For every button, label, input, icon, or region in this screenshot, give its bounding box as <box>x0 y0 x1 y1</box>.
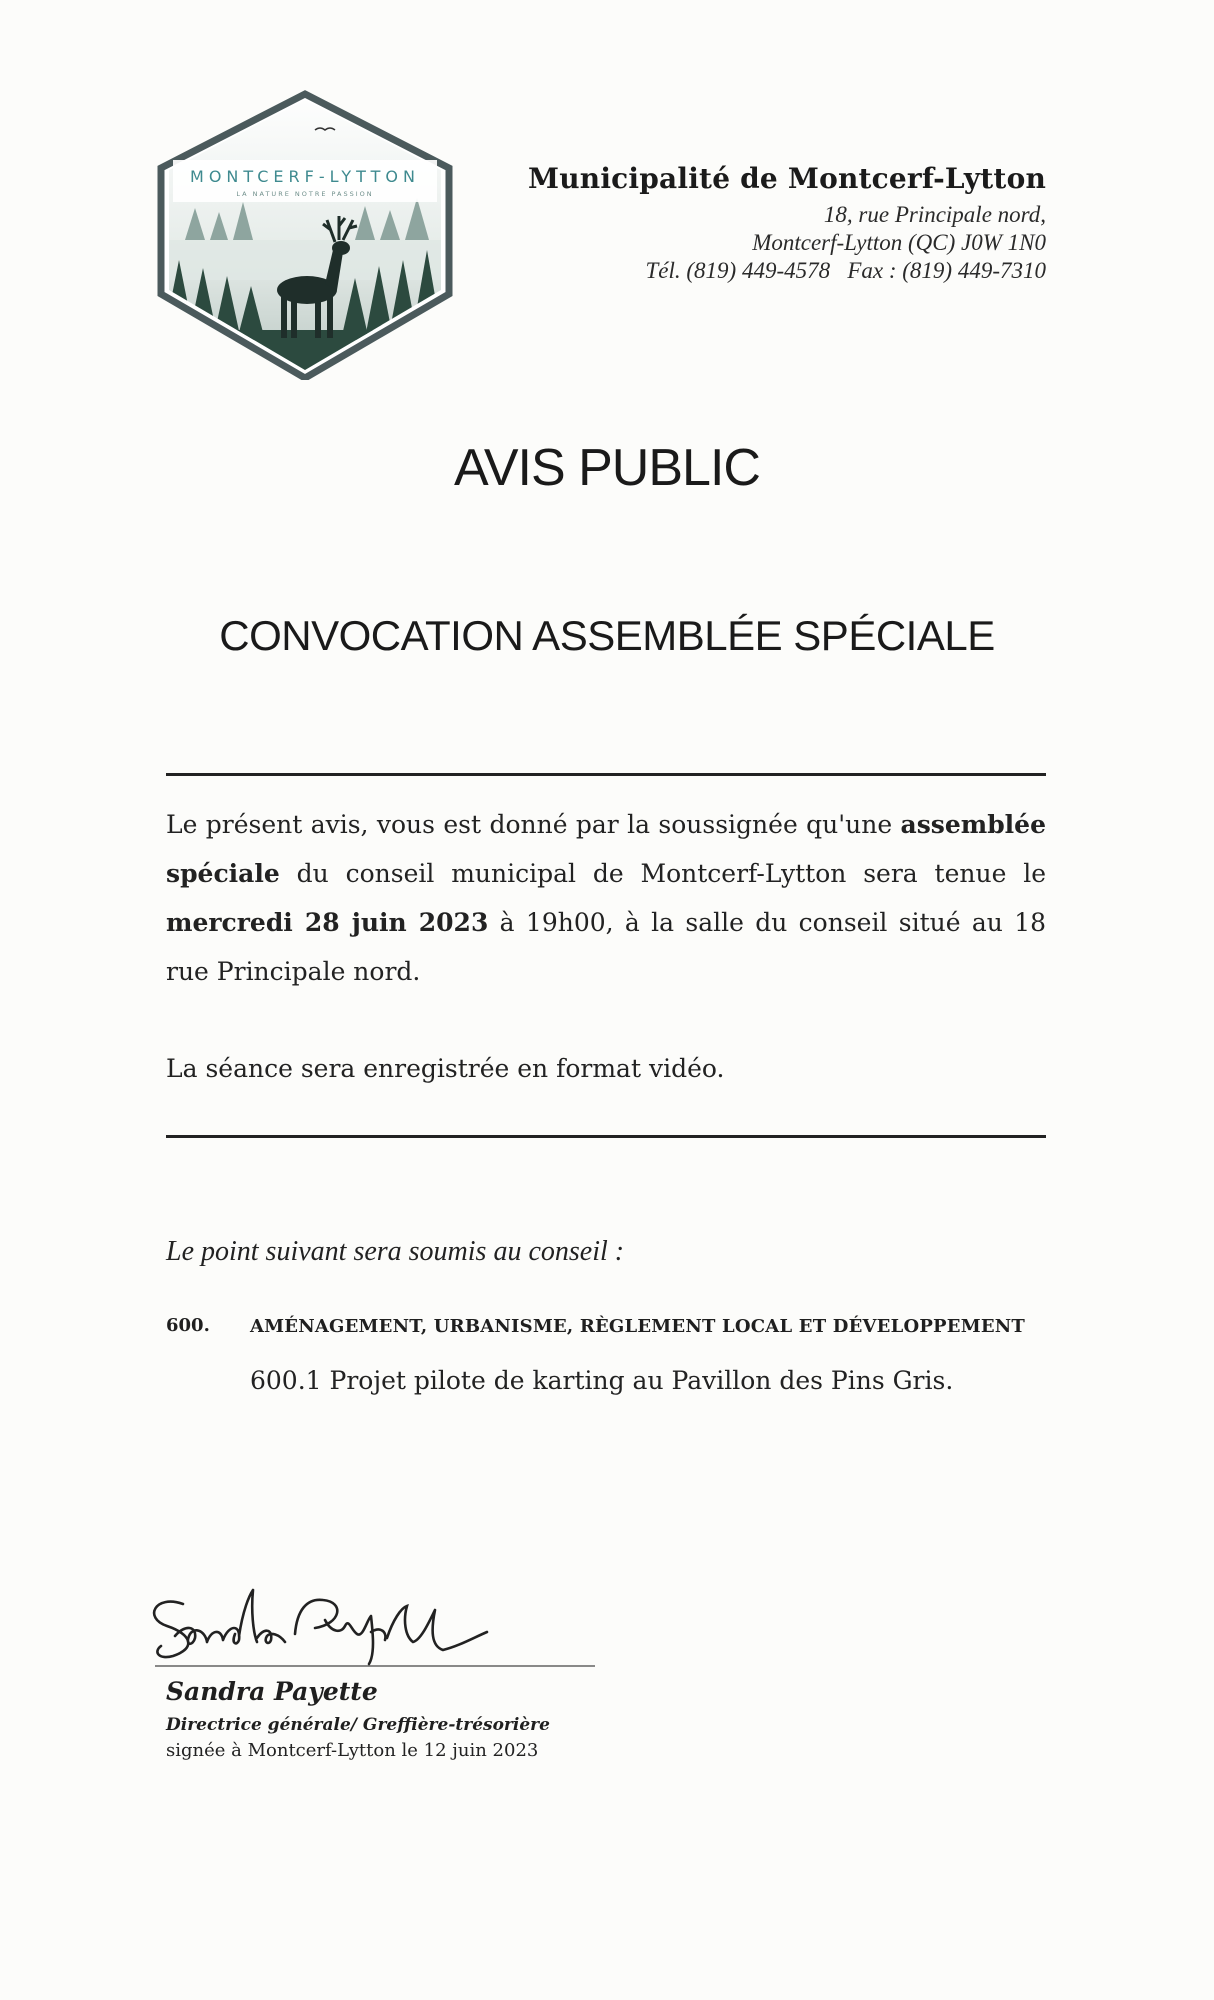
address-line-2: Montcerf-Lytton (QC) J0W 1N0 <box>752 230 1046 255</box>
agenda-intro: Le point suivant sera soumis au conseil : <box>166 1236 625 1267</box>
signatory-role: Directrice générale/ Greffière-trésorière <box>166 1715 550 1735</box>
divider-top <box>166 773 1046 776</box>
logo-tagline-text: LA NATURE NOTRE PASSION <box>236 190 374 198</box>
paragraph-text: du conseil municipal de Montcerf-Lytton sera tenue le <box>279 859 1046 888</box>
handwritten-signature <box>145 1580 605 1670</box>
phone-fax-line: Tél. (819) 449-4578 Fax : (819) 449-7310 <box>645 258 1046 283</box>
notice-paragraph <box>166 800 1046 996</box>
address-line-1: 18, rue Principale nord, <box>823 202 1046 227</box>
organization-name: Municipalité de Montcerf-Lytton <box>528 162 1046 195</box>
meeting-type-emphasis: assemblée spéciale <box>166 810 1046 888</box>
municipality-logo <box>155 90 455 380</box>
notice-title: AVIS PUBLIC <box>454 439 760 497</box>
logo-brand-text: MONTCERF-LYTTON <box>190 167 420 186</box>
paragraph-text: à 19h00, à la salle du conseil situé au 18 rue Principale nord. <box>166 908 1047 986</box>
signatory-name: Sandra Payette <box>166 1677 378 1706</box>
organization-address-block <box>528 162 1046 285</box>
agenda-subitem: 600.1 Projet pilote de karting au Pavillon des Pins Gris. <box>250 1366 954 1395</box>
meeting-date-emphasis: mercredi 28 juin 2023 <box>166 908 489 937</box>
signature-place-date: signée à Montcerf-Lytton le 12 juin 2023 <box>166 1740 539 1761</box>
agenda-item-number: 600. <box>166 1315 210 1336</box>
recording-notice: La séance sera enregistrée en format vidéo. <box>166 1054 725 1083</box>
paragraph-text: Le présent avis, vous est donné par la soussignée qu'une <box>166 810 901 839</box>
agenda-item-heading: AMÉNAGEMENT, URBANISME, RÈGLEMENT LOCAL ET DÉVELOPPEMENT <box>250 1316 1026 1337</box>
notice-subtitle: CONVOCATION ASSEMBLÉE SPÉCIALE <box>219 612 995 659</box>
divider-bottom <box>166 1135 1046 1138</box>
